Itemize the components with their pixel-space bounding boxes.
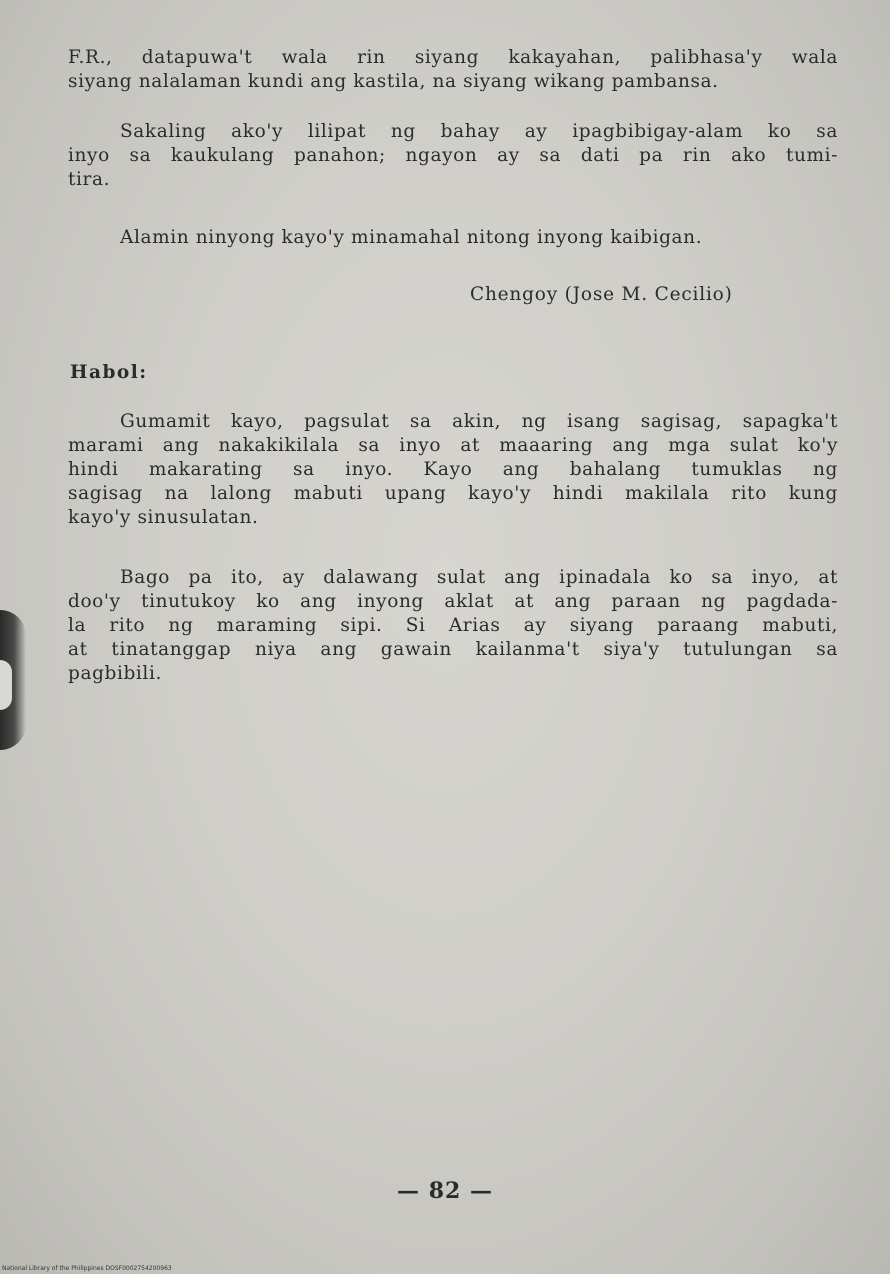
text-line: la rito ng maraming sipi. Si Arias ay siyang paraang mabuti,: [68, 615, 838, 636]
text-line: F.R., datapuwa't wala rin siyang kakayahan, palibhasa'y wala: [68, 47, 838, 68]
text-line: at tinatanggap niya ang gawain kailanma't siya'y tutulungan sa: [68, 639, 838, 660]
text-line: siyang nalalaman kundi ang kastila, na siyang wikang pambansa.: [68, 71, 719, 92]
text-line: Bago pa ito, ay dalawang sulat ang ipinadala ko sa inyo, at: [120, 567, 838, 588]
text-line: Gumamit kayo, pagsulat sa akin, ng isang sagisag, sapagka't: [120, 411, 838, 432]
page-number: — 82 —: [397, 1178, 493, 1204]
paragraph-3: [68, 226, 838, 250]
text-line: Sakaling ako'y lilipat ng bahay ay ipagbibigay-alam ko sa: [120, 121, 838, 142]
text-line: tira.: [68, 169, 111, 190]
paragraph-1: [68, 46, 838, 94]
binding-edge-highlight: [0, 660, 12, 710]
library-footer: National Library of the Philippines DOSF0002754200963: [2, 1265, 172, 1272]
text-line: inyo sa kaukulang panahon; ngayon ay sa dati pa rin ako tumi-: [68, 145, 838, 166]
signature: Chengoy (Jose M. Cecilio): [470, 284, 733, 305]
text-line: hindi makarating sa inyo. Kayo ang bahalang tumuklas ng: [68, 459, 838, 480]
text-line: marami ang nakakikilala sa inyo at maaaring ang mga sulat ko'y: [68, 435, 838, 456]
postscript-heading: Habol:: [70, 362, 148, 383]
text-line: doo'y tinutukoy ko ang inyong aklat at ang paraan ng pagdada-: [68, 591, 838, 612]
text-line: sagisag na lalong mabuti upang kayo'y hindi makilala rito kung: [68, 483, 838, 504]
paragraph-2: [68, 120, 838, 192]
text-line: Alamin ninyong kayo'y minamahal nitong inyong kaibigan.: [120, 227, 703, 248]
text-line: kayo'y sinusulatan.: [68, 507, 259, 528]
paragraph-4: [68, 410, 838, 530]
text-line: pagbibili.: [68, 663, 162, 684]
paragraph-5: [68, 566, 838, 686]
